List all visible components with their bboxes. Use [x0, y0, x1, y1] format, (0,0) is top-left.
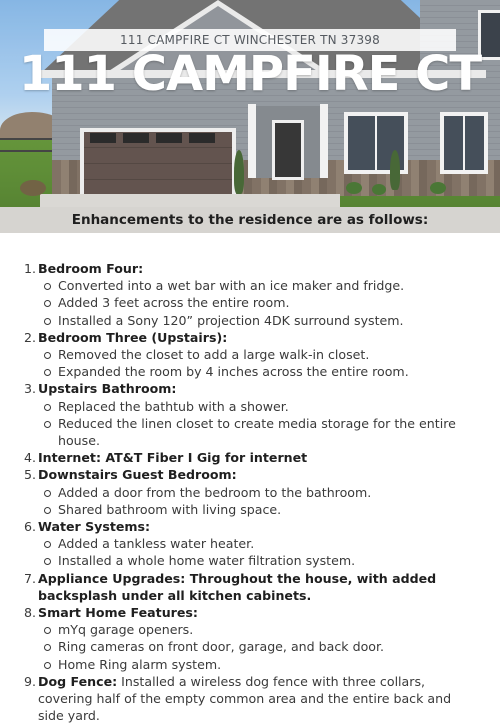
sub-list — [38, 535, 472, 569]
section-heading-band — [0, 207, 500, 233]
sub-item: Shared bathroom with living space. — [58, 501, 472, 518]
list-item — [24, 518, 472, 570]
enhancements-list-container — [0, 260, 500, 724]
list-item — [24, 449, 472, 466]
item-heading: Appliance Upgrades: Throughout the house, with added backsplash under all kitchen cabinets. — [38, 570, 437, 603]
item-number: 4. — [24, 450, 37, 466]
sub-item: Expanded the room by 4 inches across the entire room. — [58, 363, 472, 380]
sub-item: Ring cameras on front door, garage, and back door. — [58, 638, 472, 655]
sub-list — [38, 398, 472, 450]
sub-item: Installed a Sony 120” projection 4DK surround system. — [58, 312, 472, 329]
item-heading: Upstairs Bathroom: — [38, 381, 177, 397]
sub-item: Added a tankless water heater. — [58, 535, 472, 552]
item-heading: Smart Home Features: — [38, 605, 198, 621]
item-number: 2. — [24, 329, 37, 345]
sub-list — [38, 621, 472, 673]
list-item — [24, 673, 472, 724]
sub-list — [38, 484, 472, 518]
sub-item: Installed a whole home water filtration system. — [58, 552, 472, 569]
item-heading: Bedroom Four: — [38, 261, 144, 276]
sub-item: Removed the closet to add a large walk-in closet. — [58, 346, 472, 363]
item-heading: Internet: AT&T Fiber I Gig for internet — [38, 450, 308, 466]
item-heading: Bedroom Three (Upstairs): — [38, 329, 228, 345]
item-number: 9. — [24, 673, 37, 689]
sub-item: Added a door from the bedroom to the bathroom. — [58, 484, 472, 501]
property-title: 111 CAMPFIRE CT — [18, 46, 482, 102]
sub-item: Converted into a wet bar with an ice maker and fridge. — [58, 277, 472, 294]
address-line: 111 CAMPFIRE CT WINCHESTER TN 37398 — [120, 33, 380, 47]
item-heading: Dog Fence: — [38, 673, 118, 689]
item-heading: Water Systems: — [38, 519, 151, 535]
list-item — [24, 604, 472, 673]
item-number: 1. — [24, 261, 37, 276]
sub-item: Added 3 feet across the entire room. — [58, 294, 472, 311]
list-item — [24, 466, 472, 518]
section-heading: Enhancements to the residence are as follows: — [71, 212, 429, 228]
sub-item: Home Ring alarm system. — [58, 656, 472, 673]
list-item — [24, 380, 472, 449]
item-number: 8. — [24, 605, 37, 621]
enhancements-list — [0, 260, 500, 724]
item-number: 6. — [24, 519, 37, 535]
list-item — [24, 329, 472, 381]
item-heading: Downstairs Guest Bedroom: — [38, 467, 237, 483]
item-number: 5. — [24, 467, 37, 483]
list-item — [24, 260, 472, 329]
sub-item: mYq garage openers. — [58, 621, 472, 638]
sub-list — [38, 277, 472, 329]
item-number: 3. — [24, 381, 37, 397]
sub-item: Reduced the linen closet to create media storage for the entire house. — [58, 415, 472, 449]
sub-item: Replaced the bathtub with a shower. — [58, 398, 472, 415]
list-item — [24, 570, 472, 604]
item-number: 7. — [24, 570, 37, 586]
item-text: Installed a wireless dog fence with three collars, covering half of the empty common area and the entire back and side yard. — [38, 673, 452, 724]
sub-list — [38, 346, 472, 380]
